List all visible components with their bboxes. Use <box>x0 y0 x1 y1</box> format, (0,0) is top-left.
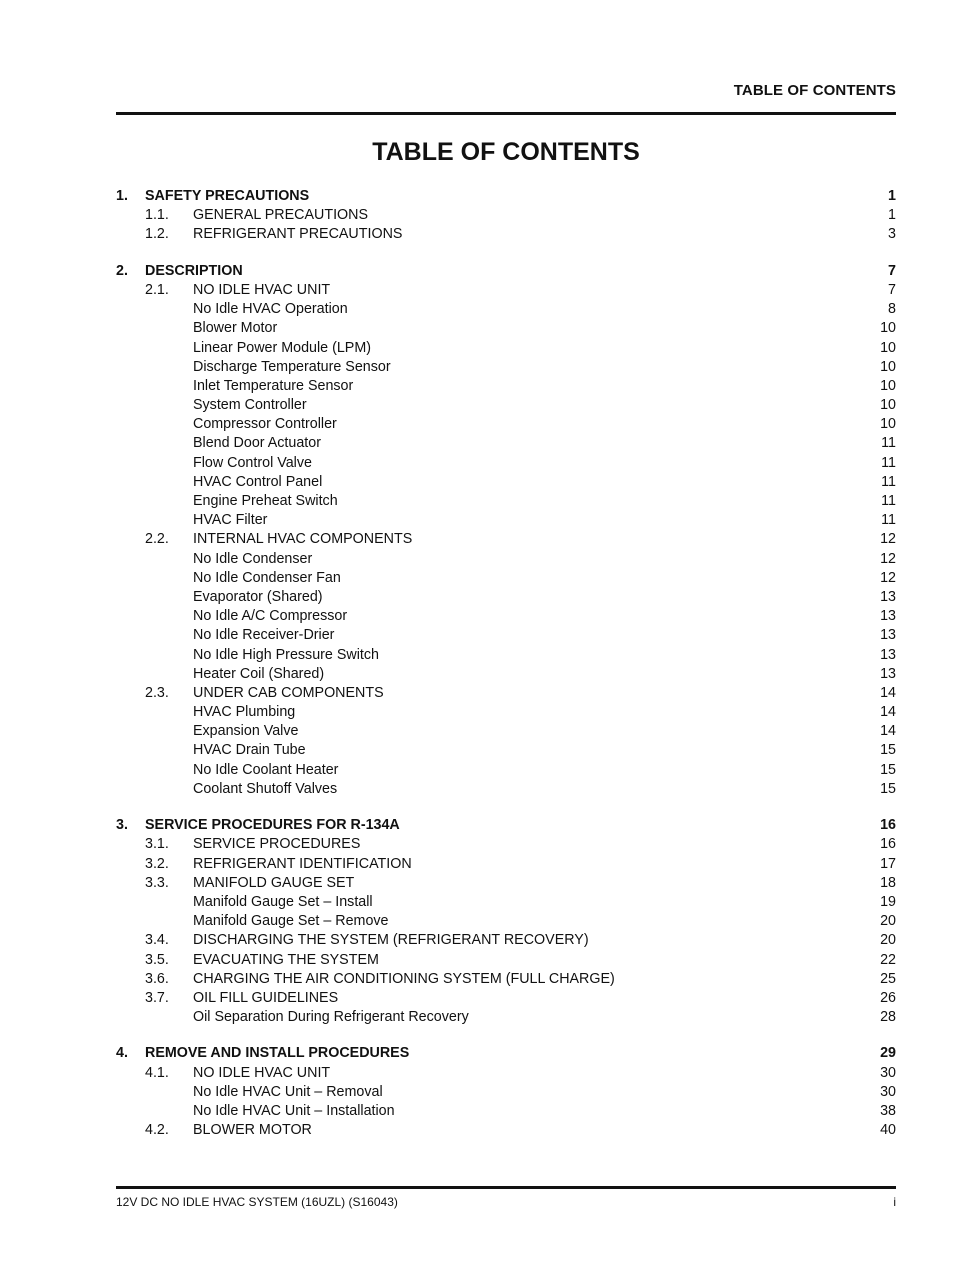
page-number: 14 <box>880 723 896 740</box>
toc-entry-level-3[interactable] <box>116 339 896 358</box>
entry-title: OIL FILL GUIDELINES <box>193 989 339 1006</box>
subsection-number: 3.1. <box>145 836 169 853</box>
toc-entry-level-1[interactable] <box>116 1044 896 1063</box>
page-number: 11 <box>881 512 896 529</box>
entry-title: MANIFOLD GAUGE SET <box>193 874 355 891</box>
page-number: 25 <box>880 970 896 987</box>
page-number: 10 <box>880 416 896 433</box>
toc-entry-level-3[interactable] <box>116 511 896 530</box>
subsection-number: 3.6. <box>145 970 169 987</box>
entry-title: Engine Preheat Switch <box>193 493 338 509</box>
entry-title: No Idle Condenser Fan <box>193 569 341 586</box>
page-number: 29 <box>880 1045 896 1062</box>
entry-title: Blend Door Actuator <box>193 435 321 452</box>
entry-title: No Idle HVAC Unit – Installation <box>193 1103 395 1119</box>
entry-title: HVAC Control Panel <box>193 473 323 490</box>
page-number: 14 <box>880 704 896 721</box>
entry-title: SERVICE PROCEDURES FOR R-134A <box>145 817 400 834</box>
page-title: TABLE OF CONTENTS <box>372 138 640 166</box>
toc-entry-level-1[interactable] <box>116 816 896 835</box>
entry-title: No Idle A/C Compressor <box>193 608 348 625</box>
toc-entry-level-2[interactable] <box>116 874 896 893</box>
entry-title: Coolant Shutoff Valves <box>193 780 338 797</box>
page-number: 10 <box>880 358 896 375</box>
subsection-number: 1.1. <box>145 207 169 224</box>
page-number: 15 <box>880 780 896 797</box>
page-number: 11 <box>881 454 896 471</box>
footer-rule <box>116 1186 896 1189</box>
toc-entry-level-3[interactable] <box>116 415 896 434</box>
toc-entry-level-2[interactable] <box>116 970 896 989</box>
toc-entry-level-2[interactable] <box>116 225 896 244</box>
toc-entry-level-2[interactable] <box>116 530 896 549</box>
page-number: 13 <box>880 627 896 644</box>
toc-entry-level-2[interactable] <box>116 835 896 854</box>
toc-entry-level-2[interactable] <box>116 951 896 970</box>
section-number: 1. <box>116 188 128 204</box>
entry-title: CHARGING THE AIR CONDITIONING SYSTEM (FULL CHARGE) <box>193 970 615 987</box>
section-number: 2. <box>116 262 128 279</box>
entry-title: SERVICE PROCEDURES <box>193 836 361 853</box>
page-number: 3 <box>888 226 896 243</box>
table-of-contents <box>116 187 896 1158</box>
page-number: 30 <box>880 1064 896 1081</box>
page-number: 17 <box>880 855 896 872</box>
page-number: 13 <box>880 646 896 663</box>
entry-title: Inlet Temperature Sensor <box>193 377 354 394</box>
entry-title: Manifold Gauge Set – Install <box>193 893 373 910</box>
toc-entry-level-3[interactable] <box>116 761 896 780</box>
entry-title: No Idle Coolant Heater <box>193 761 339 778</box>
subsection-number: 4.2. <box>145 1122 169 1139</box>
section-number: 4. <box>116 1045 128 1062</box>
toc-entry-level-2[interactable] <box>116 206 896 225</box>
page-number: 11 <box>881 473 896 490</box>
page-number: 13 <box>880 608 896 625</box>
page-number: 10 <box>880 377 896 394</box>
section-number: 3. <box>116 817 128 834</box>
entry-title: Compressor Controller <box>193 416 337 433</box>
toc-entry-level-3[interactable] <box>116 780 896 799</box>
page-number: 20 <box>880 913 896 930</box>
toc-entry-level-3[interactable] <box>116 626 896 645</box>
toc-entry-level-3[interactable] <box>116 1008 896 1027</box>
entry-title: INTERNAL HVAC COMPONENTS <box>193 531 413 548</box>
entry-title: Heater Coil (Shared) <box>193 665 325 682</box>
page-number: 13 <box>880 588 896 605</box>
page-number: 7 <box>888 262 896 279</box>
running-header-title: TABLE OF CONTENTS <box>733 82 896 99</box>
page-number: 8 <box>888 301 896 318</box>
subsection-number: 3.5. <box>145 951 169 968</box>
toc-entry-level-3[interactable] <box>116 492 896 511</box>
toc-entry-level-3[interactable] <box>116 319 896 338</box>
toc-entry-level-3[interactable] <box>116 454 896 473</box>
entry-title: No Idle Condenser <box>193 550 313 567</box>
page-number: 12 <box>880 569 896 586</box>
page-number: 28 <box>880 1009 896 1026</box>
entry-title: GENERAL PRECAUTIONS <box>193 207 369 224</box>
subsection-number: 3.2. <box>145 855 169 872</box>
entry-title: REMOVE AND INSTALL PROCEDURES <box>145 1045 410 1062</box>
entry-title: No Idle HVAC Unit – Removal <box>193 1083 383 1100</box>
page-number: 30 <box>880 1083 896 1100</box>
footer-document-name: 12V DC NO IDLE HVAC SYSTEM (16UZL) (S16043) <box>116 1195 398 1209</box>
toc-entry-level-3[interactable] <box>116 893 896 912</box>
toc-entry-level-3[interactable] <box>116 434 896 453</box>
toc-entry-level-3[interactable] <box>116 396 896 415</box>
page-number: 1 <box>888 207 896 224</box>
toc-entry-level-3[interactable] <box>116 703 896 722</box>
page-number: 15 <box>880 761 896 778</box>
page-number: 11 <box>881 493 896 509</box>
page-number: 40 <box>880 1122 896 1139</box>
toc-section <box>116 1044 896 1140</box>
page-number: 18 <box>880 874 896 891</box>
toc-entry-level-3[interactable] <box>116 1102 896 1121</box>
entry-title: No Idle High Pressure Switch <box>193 646 379 663</box>
subsection-number: 1.2. <box>145 226 169 243</box>
entry-title: HVAC Plumbing <box>193 704 296 721</box>
subsection-number: 3.4. <box>145 932 169 949</box>
subsection-number: 2.2. <box>145 531 169 548</box>
entry-title: Expansion Valve <box>193 723 299 740</box>
entry-title: NO IDLE HVAC UNIT <box>193 281 331 298</box>
page-number: 26 <box>880 989 896 1006</box>
entry-title: Oil Separation During Refrigerant Recovery <box>193 1009 469 1026</box>
toc-entry-level-3[interactable] <box>116 550 896 569</box>
subsection-number: 3.3. <box>145 874 169 891</box>
entry-title: Blower Motor <box>193 320 278 337</box>
page-number: 13 <box>880 665 896 682</box>
toc-entry-level-3[interactable] <box>116 300 896 319</box>
page-number: 38 <box>880 1103 896 1119</box>
entry-title: DISCHARGING THE SYSTEM (REFRIGERANT RECOVERY) <box>193 932 589 949</box>
toc-entry-level-3[interactable] <box>116 722 896 741</box>
page-number: 15 <box>880 742 896 759</box>
toc-entry-level-3[interactable] <box>116 741 896 760</box>
toc-section <box>116 262 896 799</box>
toc-entry-level-1[interactable] <box>116 262 896 281</box>
toc-entry-level-3[interactable] <box>116 607 896 626</box>
page-number: 16 <box>880 836 896 853</box>
entry-title: Manifold Gauge Set – Remove <box>193 913 389 930</box>
toc-entry-level-3[interactable] <box>116 912 896 931</box>
entry-title: HVAC Filter <box>193 512 268 529</box>
page-number: 1 <box>888 188 896 204</box>
entry-title: Flow Control Valve <box>193 454 312 471</box>
page-number: 20 <box>880 932 896 949</box>
toc-entry-level-2[interactable] <box>116 989 896 1008</box>
entry-title: SAFETY PRECAUTIONS <box>145 188 310 204</box>
entry-title: HVAC Drain Tube <box>193 742 306 759</box>
toc-section <box>116 187 896 245</box>
entry-title: No Idle Receiver-Drier <box>193 627 335 644</box>
toc-entry-level-3[interactable] <box>116 358 896 377</box>
page-number: 12 <box>880 531 896 548</box>
toc-entry-level-2[interactable] <box>116 281 896 300</box>
toc-entry-level-2[interactable] <box>116 684 896 703</box>
toc-entry-level-3[interactable] <box>116 569 896 588</box>
entry-title: EVACUATING THE SYSTEM <box>193 951 379 968</box>
page-number: 22 <box>880 951 896 968</box>
entry-title: Discharge Temperature Sensor <box>193 358 391 375</box>
toc-entry-level-3[interactable] <box>116 646 896 665</box>
entry-title: REFRIGERANT IDENTIFICATION <box>193 855 412 872</box>
toc-entry-level-3[interactable] <box>116 377 896 396</box>
page-number: 10 <box>880 320 896 337</box>
footer-page-number: i <box>893 1195 896 1209</box>
subsection-number: 4.1. <box>145 1064 169 1081</box>
toc-entry-level-2[interactable] <box>116 855 896 874</box>
toc-entry-level-2[interactable] <box>116 931 896 950</box>
subsection-number: 2.3. <box>145 684 169 701</box>
toc-entry-level-3[interactable] <box>116 1083 896 1102</box>
entry-title: No Idle HVAC Operation <box>193 301 348 318</box>
entry-title: REFRIGERANT PRECAUTIONS <box>193 226 403 243</box>
page-number: 10 <box>880 397 896 414</box>
entry-title: Evaporator (Shared) <box>193 588 323 605</box>
page-number: 11 <box>881 435 896 452</box>
page-number: 12 <box>880 550 896 567</box>
entry-title: NO IDLE HVAC UNIT <box>193 1064 331 1081</box>
entry-title: DESCRIPTION <box>145 262 243 279</box>
toc-entry-level-1[interactable] <box>116 187 896 206</box>
page-number: 16 <box>880 817 896 834</box>
toc-entry-level-3[interactable] <box>116 588 896 607</box>
page-number: 10 <box>880 339 896 356</box>
subsection-number: 2.1. <box>145 281 169 298</box>
entry-title: UNDER CAB COMPONENTS <box>193 684 384 701</box>
toc-entry-level-2[interactable] <box>116 1064 896 1083</box>
toc-entry-level-2[interactable] <box>116 1121 896 1140</box>
toc-section <box>116 816 896 1027</box>
page-number: 19 <box>880 893 896 910</box>
page-number: 7 <box>888 281 896 298</box>
entry-title: System Controller <box>193 397 307 414</box>
toc-entry-level-3[interactable] <box>116 665 896 684</box>
page-number: 14 <box>880 684 896 701</box>
subsection-number: 3.7. <box>145 989 169 1006</box>
entry-title: Linear Power Module (LPM) <box>193 339 371 356</box>
header-rule <box>116 112 896 115</box>
toc-entry-level-3[interactable] <box>116 473 896 492</box>
entry-title: BLOWER MOTOR <box>193 1122 312 1139</box>
